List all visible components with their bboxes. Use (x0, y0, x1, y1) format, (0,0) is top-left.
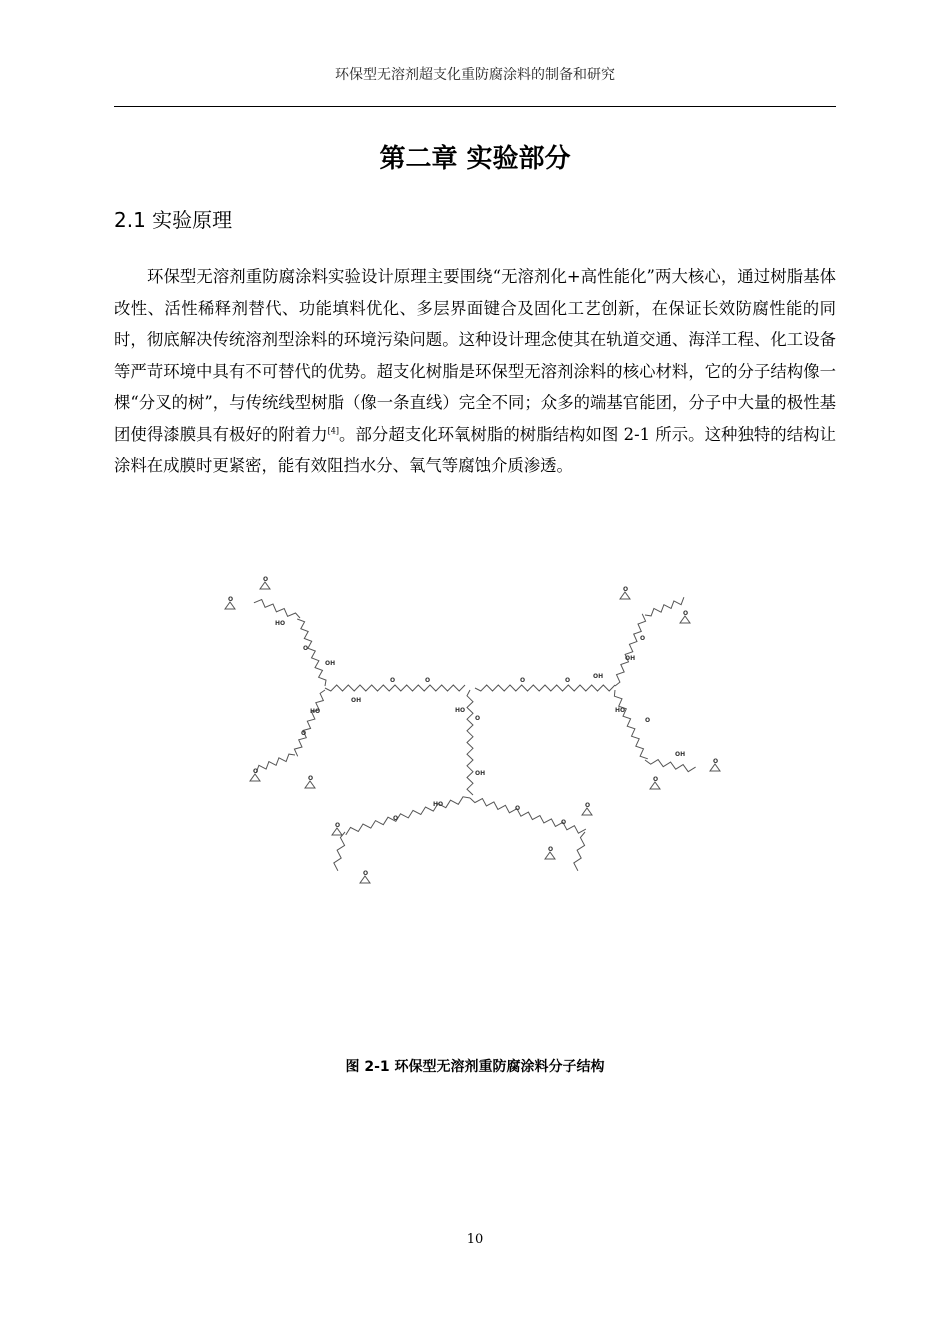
hydroxyl-label: HO (310, 708, 321, 715)
hydroxyl-label: OH (675, 751, 686, 758)
oxygen-label: O (228, 596, 234, 603)
oxygen-label: O (390, 677, 396, 684)
oxygen-label: O (303, 645, 309, 652)
epoxide-ring (680, 616, 690, 623)
oxygen-label: O (393, 815, 399, 822)
oxygen-label: O (548, 846, 554, 853)
hyperbranched-resin-structure-diagram (215, 570, 735, 890)
hydroxyl-label: OH (625, 655, 636, 662)
oxygen-label: O (515, 805, 521, 812)
chain-bond (256, 754, 295, 773)
oxygen-label: O (475, 715, 481, 722)
oxygen-label: O (713, 758, 719, 765)
hydroxyl-label: HO (455, 707, 466, 714)
chain-bond (467, 690, 473, 795)
citation-marker: [4] (327, 426, 339, 436)
epoxide-ring (650, 782, 660, 789)
epoxide-ring (250, 774, 260, 781)
body-text-part2: 。部分超支化环氧树脂的树脂结构如图 2-1 所示。这种独特的结构让涂料在成膜时更紧密，能有效阻挡水分、氧气等腐蚀介质渗透。 (114, 424, 836, 475)
epoxide-ring (360, 876, 370, 883)
oxygen-label: O (683, 610, 689, 617)
chain-bond (614, 690, 647, 759)
running-header: 环保型无溶剂超支化重防腐涂料的制备和研究 (335, 67, 615, 83)
oxygen-label: O (363, 870, 369, 877)
chain-bond (346, 797, 470, 835)
chain-bond (475, 685, 615, 691)
oxygen-label: O (653, 776, 659, 783)
section-title: 2.1 实验原理 (114, 208, 233, 232)
epoxide-ring (710, 764, 720, 771)
chain-bond (334, 832, 345, 871)
hydroxyl-label: OH (351, 697, 362, 704)
oxygen-label: O (561, 819, 567, 826)
oxygen-label: O (623, 586, 629, 593)
chain-bond (325, 685, 465, 691)
oxygen-label: O (301, 730, 307, 737)
epoxide-ring (582, 808, 592, 815)
chain-bond (470, 798, 586, 833)
page-number: 10 (466, 1232, 484, 1247)
hydroxyl-label: HO (275, 620, 286, 627)
epoxide-ring (225, 602, 235, 609)
hydroxyl-label: OH (475, 770, 486, 777)
oxygen-label: O (335, 822, 341, 829)
oxygen-label: O (253, 768, 259, 775)
hydroxyl-label: HO (615, 707, 626, 714)
epoxide-ring (332, 828, 342, 835)
oxygen-label: O (520, 677, 526, 684)
chain-bond (297, 619, 326, 686)
oxygen-label: O (640, 635, 646, 642)
epoxide-ring (545, 852, 555, 859)
body-paragraph (114, 261, 836, 482)
hydroxyl-label: HO (433, 801, 444, 808)
epoxide-ring (260, 582, 270, 589)
oxygen-label: O (425, 677, 431, 684)
chain-bond (645, 597, 684, 616)
chain-bond (294, 690, 325, 756)
figure-caption: 图 2-1 环保型无溶剂重防腐涂料分子结构 (345, 1059, 605, 1075)
oxygen-label: O (263, 576, 269, 583)
header-divider (114, 106, 836, 107)
chapter-title: 第二章 实验部分 (379, 144, 571, 174)
chain-bond (645, 760, 696, 772)
body-text-part1: 环保型无溶剂重防腐涂料实验设计原理主要围绕“无溶剂化+高性能化”两大核心，通过树脂基体改性、活性稀释剂替代、功能填料优化、多层界面键合及固化工艺创新，在保证长效防腐性能的同时，彻底解决传统溶剂型涂料的环境污染问题。这种设计理念使其在轨道交通、海洋工程、化工设备等严苛环境中具有不可替代的优势。超支化树脂是环保型无溶剂涂料的核心材料，它的分子结构像一棵“分叉的树”，与传统线型树脂（像一条直线）完全不同；众多的端基官能团，分子中大量的极性基团使得漆膜具有极好的附着力 (114, 267, 836, 444)
epoxide-ring (620, 592, 630, 599)
epoxide-ring (305, 781, 315, 788)
oxygen-label: O (585, 802, 591, 809)
chain-bond (574, 832, 585, 871)
molecular-structure-figure (215, 570, 735, 890)
oxygen-label: O (645, 717, 651, 724)
oxygen-label: O (308, 775, 314, 782)
chain-bond (254, 600, 300, 619)
hydroxyl-label: OH (325, 660, 336, 667)
hydroxyl-label: OH (593, 673, 604, 680)
chain-bond (615, 614, 646, 686)
oxygen-label: O (565, 677, 571, 684)
